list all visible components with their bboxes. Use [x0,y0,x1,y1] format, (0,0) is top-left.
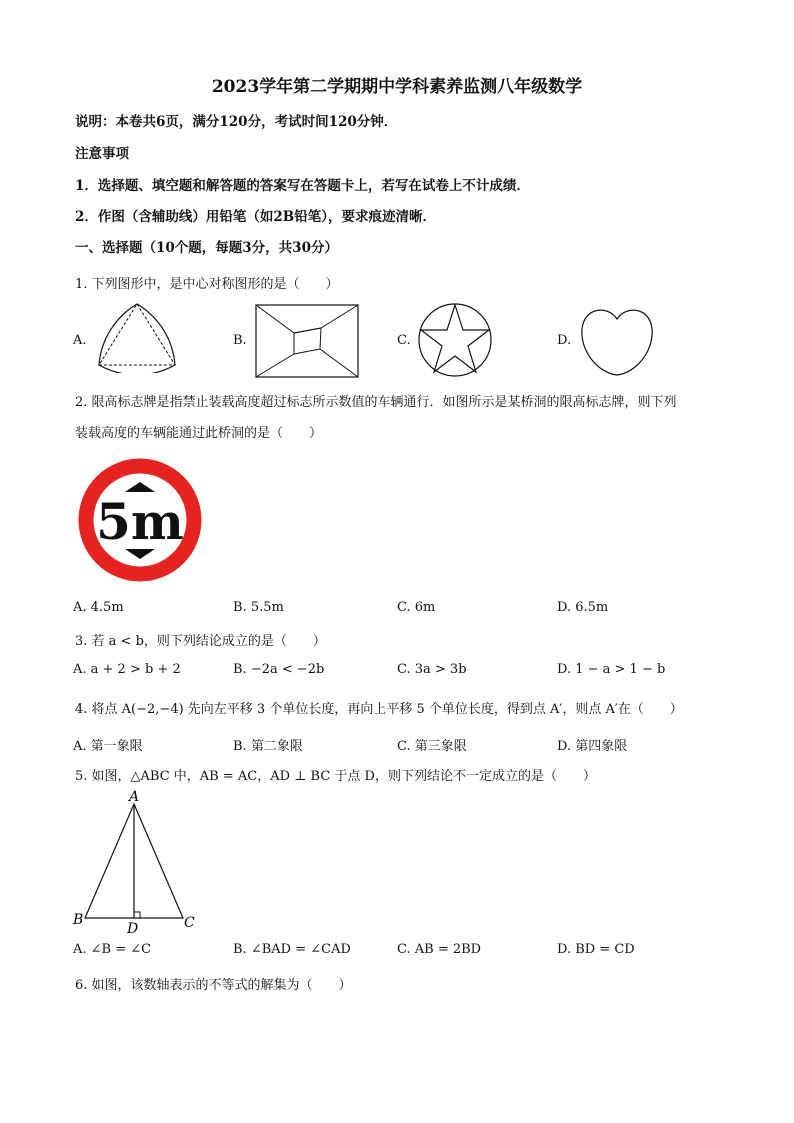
heart-shape-figure [578,305,656,377]
vertex-label-d: D [127,921,139,935]
q1-option-a: A. [73,333,87,348]
question-1-stem: 1. 下列图形中，是中心对称图形的是（ ） [75,277,339,292]
q1-option-b: B. [233,333,247,348]
q1-option-d: D. [557,333,572,348]
attention-item-2: 2．作图（含辅助线）用铅笔（如2B铅笔），要求痕迹清晰． [75,209,436,225]
vertex-label-b: B [73,912,84,928]
attention-item-1: 1．选择题、填空题和解答题的答案写在答题卡上，若写在试卷上不计成绩． [75,178,530,194]
question-2-stem-line2: 装载高度的车辆能通过此桥洞的是（ ） [75,426,323,441]
q3-option-b: B. −2a < −2b [233,662,325,677]
vertex-label-a: A [129,789,140,805]
q2-option-d: D. 6.5m [557,600,609,615]
isosceles-triangle-figure [70,785,205,935]
q2-option-b: B. 5.5m [233,600,284,615]
height-limit-sign [75,455,205,585]
q2-option-c: C. 6m [397,600,436,615]
sign-height-value: 5m [96,492,184,551]
q4-option-a: A. 第一象限 [73,739,143,754]
q5-option-c: C. AB = 2BD [397,942,482,957]
question-6-stem: 6. 如图，该数轴表示的不等式的解集为（ ） [75,978,352,993]
q3-option-c: C. 3a > 3b [397,662,467,677]
reuleaux-triangle-figure [90,298,185,373]
exam-description: 说明：本卷共6页，满分120分，考试时间120分钟． [75,114,398,130]
question-2-stem-line1: 2. 限高标志牌是指禁止装载高度超过标志所示数值的车辆通行．如图所示是某桥洞的限高标志牌，则下列 [75,395,677,410]
section-heading-choice: 一、选择题（10个题，每题3分，共30分） [75,240,338,256]
q1-option-c: C. [397,333,411,348]
q3-option-d: D. 1 − a > 1 − b [557,662,666,677]
attention-header: 注意事项 [75,146,129,162]
star-in-circle-figure [417,302,493,378]
q4-option-b: B. 第二象限 [233,739,303,754]
question-5-stem: 5. 如图，△ABC 中，AB = AC，AD ⊥ BC 于点 D，则下列结论不一定成立的是（ ） [75,769,596,784]
pinwheel-square-figure [254,303,360,379]
q5-option-d: D. BD = CD [557,942,635,957]
exam-title: 2023学年第二学期期中学科素养监测八年级数学 [211,77,583,97]
q3-option-a: A. a + 2 > b + 2 [73,662,181,677]
q5-option-b: B. ∠BAD = ∠CAD [233,942,351,957]
question-4-stem: 4. 将点 A(−2,−4) 先向左平移 3 个单位长度，再向上平移 5 个单位长度，得到点 A′，则点 A′在（ ） [75,702,683,717]
q5-option-a: A. ∠B = ∠C [73,942,152,957]
vertex-label-c: C [184,915,195,931]
q4-option-c: C. 第三象限 [397,739,467,754]
q4-option-d: D. 第四象限 [557,739,628,754]
q2-option-a: A. 4.5m [73,600,124,615]
question-3-stem: 3. 若 a < b，则下列结论成立的是（ ） [75,634,326,649]
